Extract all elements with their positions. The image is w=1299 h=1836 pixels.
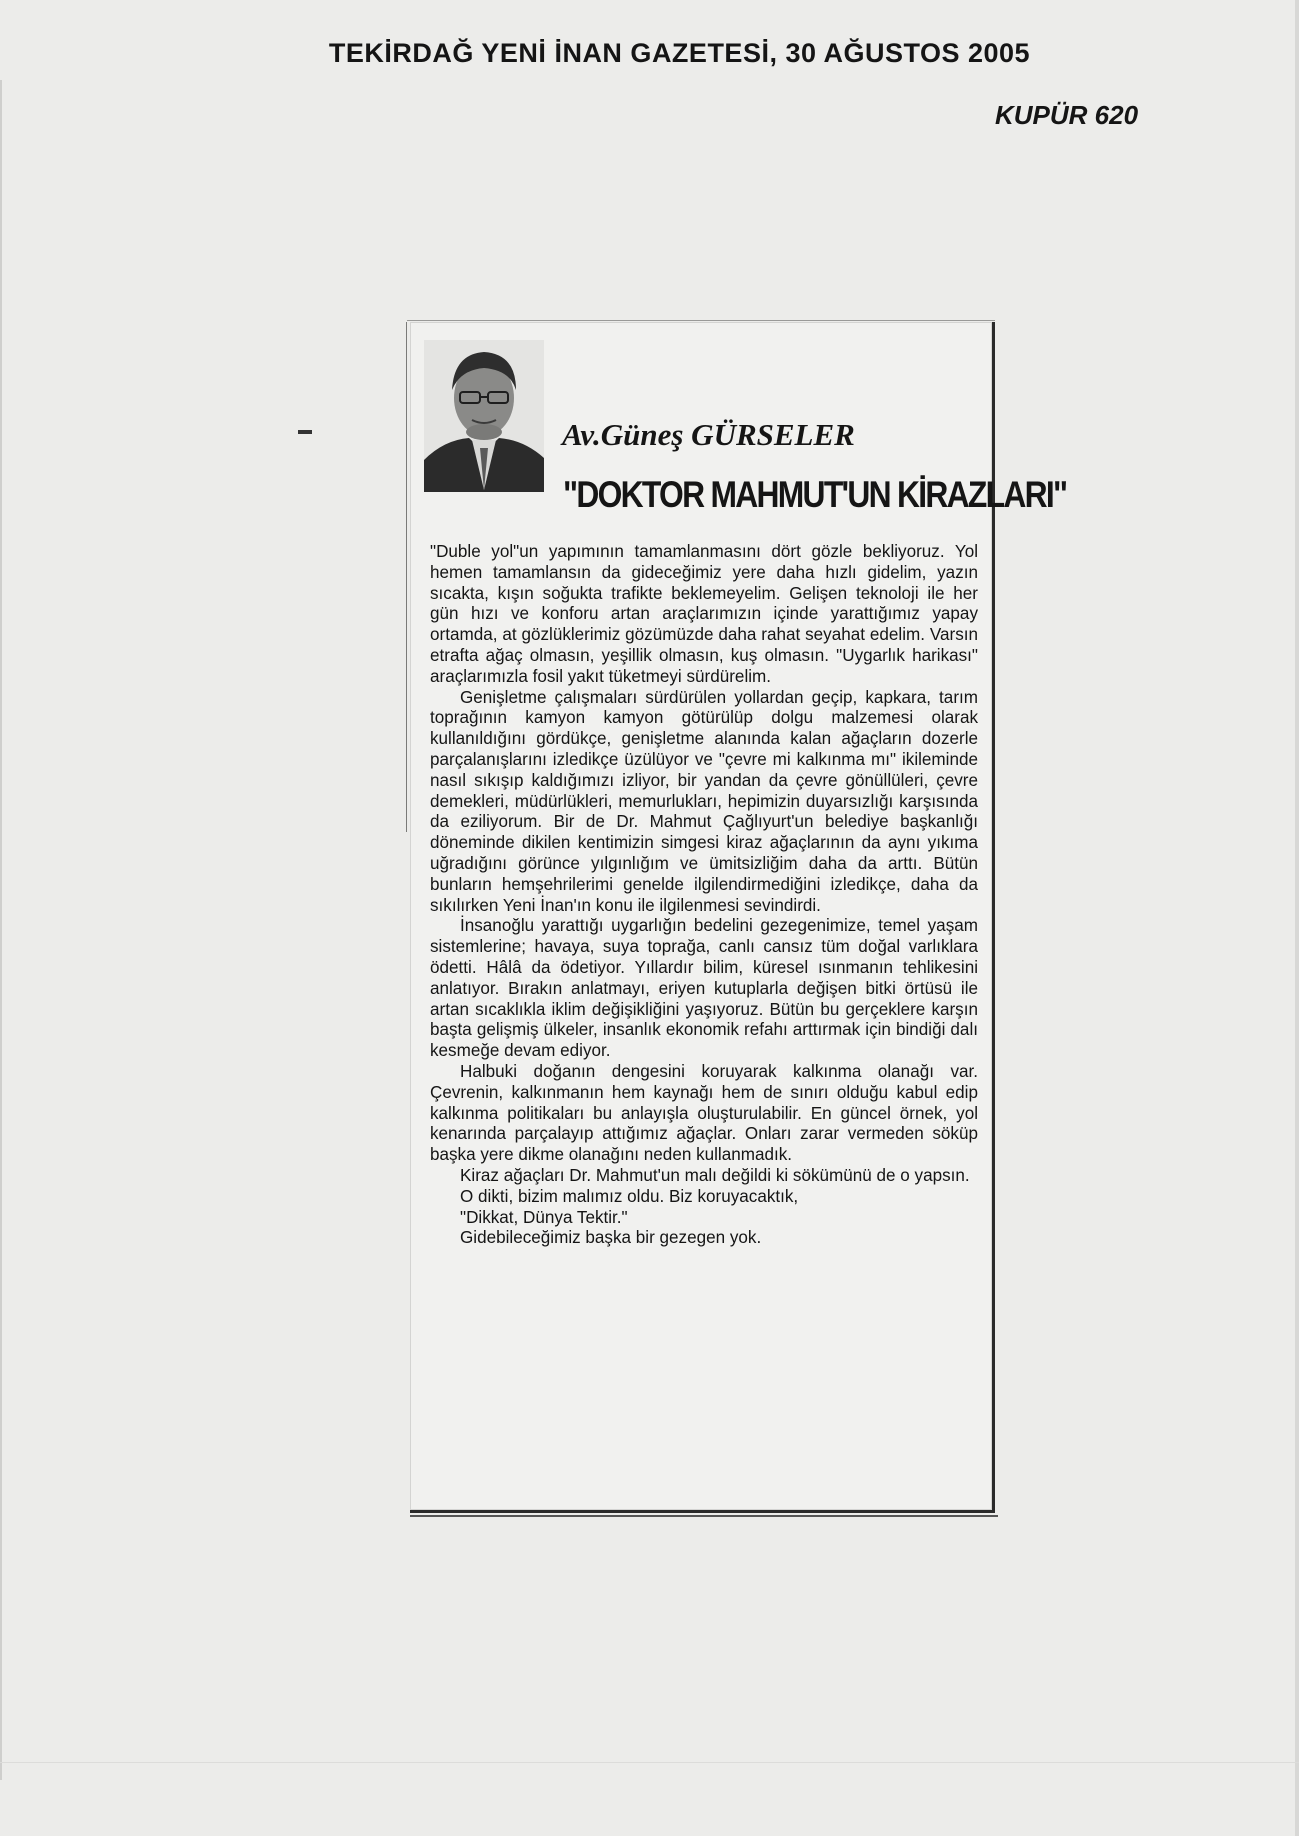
article-paragraph: Gidebileceğimiz başka bir gezegen yok. — [460, 1228, 762, 1248]
article-paragraph: Genişletme çalışmaları sürdürülen yollardan geçip, kapkara, tarım toprağının kamyon kamyon götürülüp dolgu malzemesi olarak kullanıldığını gördükçe, genişletme alanında kalan ağaçların dozerle parçalanışlarını izledikçe üzülüyor ve "çevre mi kalkınma mı" ikileminde nasıl sıkışıp kaldığımızı izliyor, bir yandan da çevre gönüllüleri, çevre demekleri, müdürlükleri, memurlukları, hepimizin duyarsızlığı karşısında da eziliyorum. Bir de Dr. Mahmut Çağlıyurt'un belediye başkanlığı döneminde dikilen kentimizin simgesi kiraz ağaçlarının da aynı yıkıma uğradığını görünce yılgınlığım ve ümitsizliğim daha da arttı. Bütün bunların hemşehrilerimi genelde ilgilendirmediğini izledikçe, daha da sıkılırken Yeni İnan'ın konu ile ilgilenmesi sevindirdi. — [430, 687, 978, 915]
article-paragraph: O dikti, bizim malımız oldu. Biz koruyacaktık, — [460, 1186, 799, 1206]
article-paragraph: İnsanoğlu yarattığı uygarlığın bedelini gezegenimize, temel yaşam sistemlerine; havaya, suya toprağa, canlı cansız tüm doğal varlıklara ödetti. Hâlâ da ödetiyor. Yıllardır bilim, küresel ısınmanın tehlikesini anlatıyor. Bırakın anlatmayı, eriyen kutuplarla değişen bitki örtüsü ile artan sıcaklıkla iklim değişikliğini yaşıyoruz. Bütün bu gerçeklere karşın başta gelişmiş ülkeler, insanlık ekonomik refahı arttırmak için bindiği dalı kesmeğe devam ediyor. — [430, 916, 978, 1061]
article-paragraph: Halbuki doğanın dengesini koruyarak kalkınma olanağı var. Çevrenin, kalkınmanın hem kaynağı hem de sınırı olduğu kabul edip kalkınma politikaları bu anlayışla oluşturulabilir. En güncel örnek, yol kenarında parçalayıp attığımız ağaçlar. Onları zarar vermeden söküp başka yere dikme olanağını neden kullanmadık. — [430, 1061, 978, 1165]
clipping-number: KUPÜR 620 — [995, 100, 1139, 130]
article-paragraph: Kiraz ağaçları Dr. Mahmut'un malı değildi ki sökümünü de o yapsın. — [460, 1165, 970, 1185]
author-byline: Av.Güneş GÜRSELER — [562, 417, 855, 452]
scan-edge — [0, 80, 2, 1780]
author-portrait — [424, 340, 544, 492]
newspaper-source-header: TEKİRDAĞ YENİ İNAN GAZETESİ, 30 AĞUSTOS 2005 — [328, 38, 1031, 68]
article-paragraph: "Dikkat, Dünya Tektir." — [460, 1207, 628, 1227]
page-divider — [0, 1762, 1299, 1763]
article-body — [430, 542, 978, 1249]
scan-edge — [1295, 0, 1299, 1836]
article-headline: "DOKTOR MAHMUT'UN KİRAZLARI" — [563, 474, 1067, 515]
newspaper-clipping — [410, 322, 1067, 1513]
margin-mark — [298, 430, 312, 434]
article-paragraph: "Duble yol"un yapımının tamamlanmasını dört gözle bekliyoruz. Yol hemen tamamlansın da gideceğimiz yere daha hızlı gidelim, yazın sıcakta, kışın soğukta trafikte beklemeyelim. Gelişen teknoloji ile her gün hızı ve konforu artan araçlarımızın içinde yarattığımız yapay ortamda, at gözlüklerimiz gözümüzde daha rahat seyahat edelim. Varsın etrafta ağaç olmasın, yeşillik olmasın, kuş olmasın. "Uygarlık harikası" araçlarımızla fosil yakıt tüketmeyi sürdürelim. — [430, 542, 978, 686]
clipping-bottom-rule — [410, 1515, 998, 1517]
